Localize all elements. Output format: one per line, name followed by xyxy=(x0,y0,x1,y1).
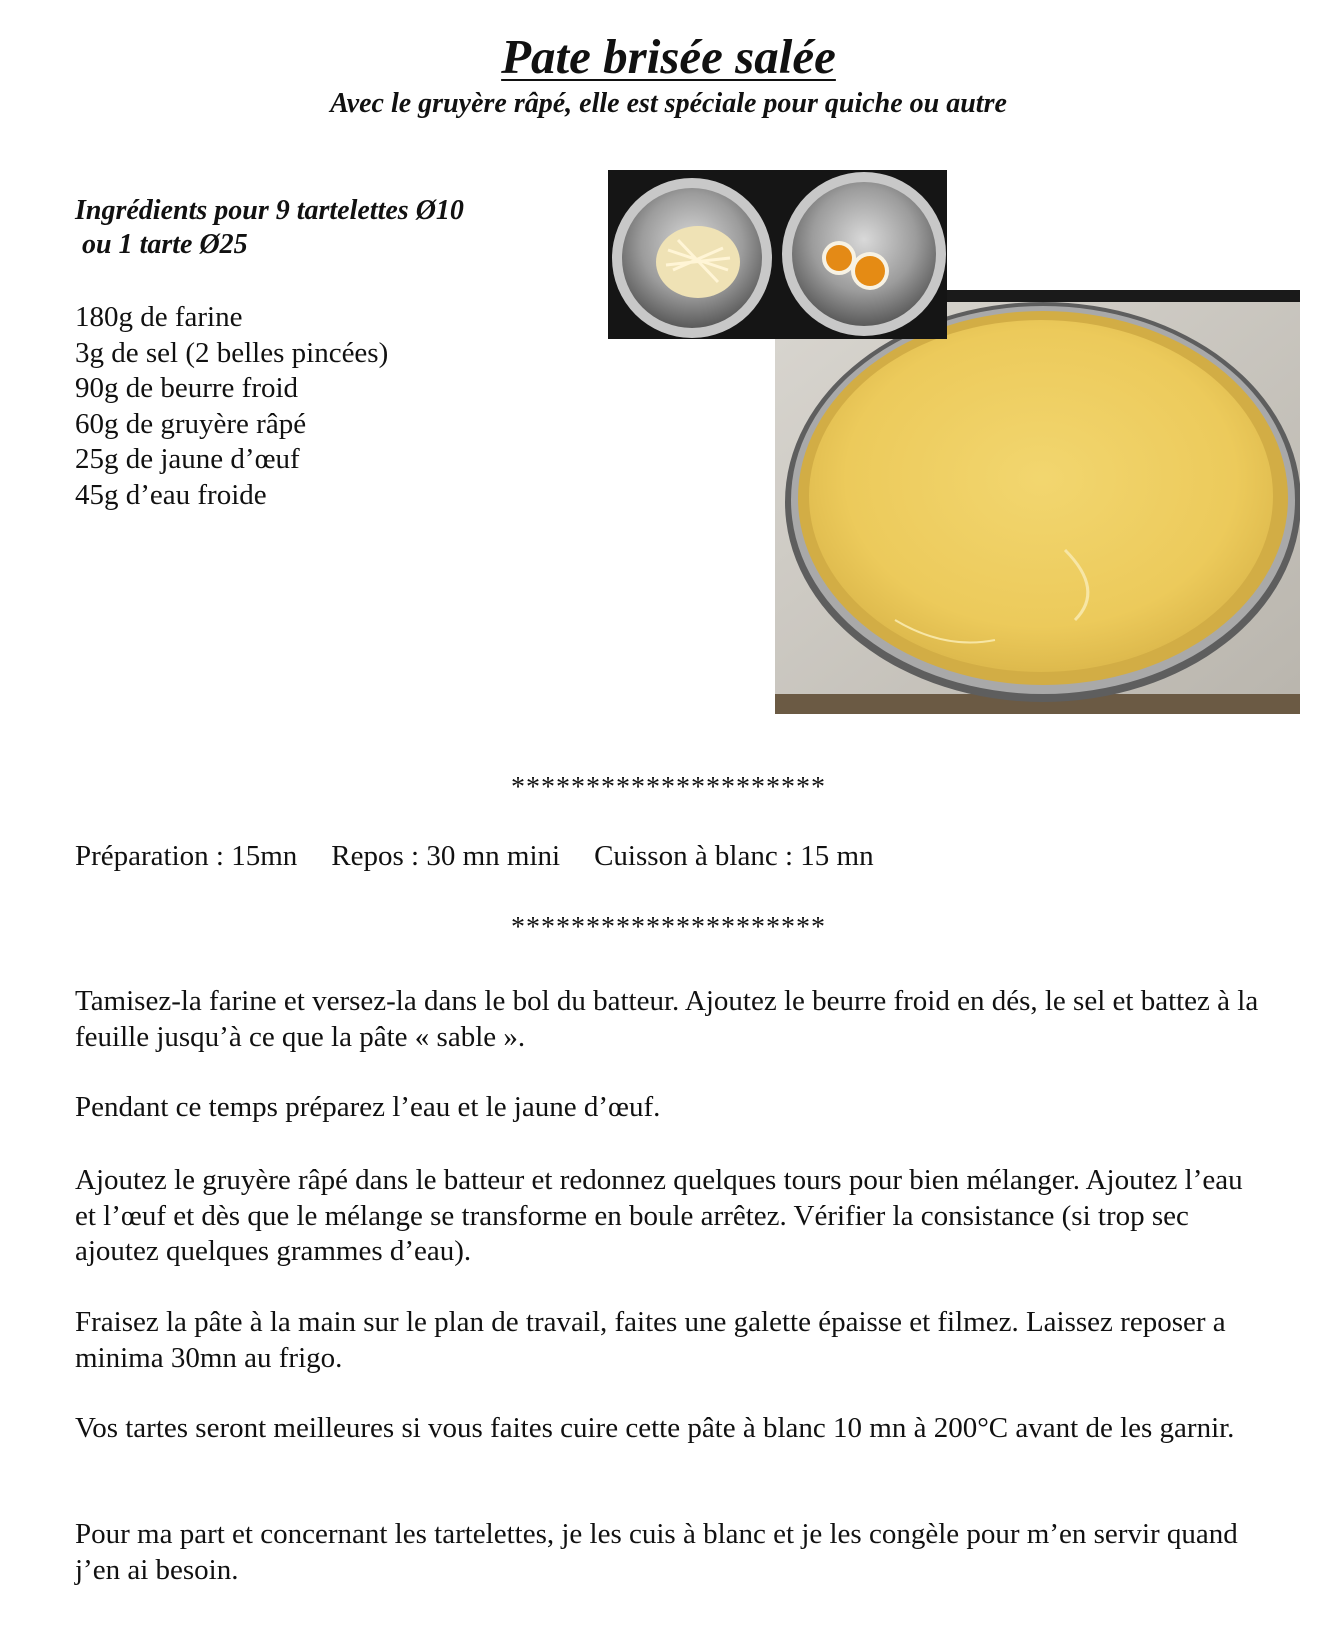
ingredient-item: 90g de beurre froid xyxy=(75,372,299,404)
bowls-illustration xyxy=(608,170,947,339)
page-title: Pate brisée salée xyxy=(501,29,836,84)
page-subtitle: Avec le gruyère râpé, elle est spéciale pour quiche ou autre xyxy=(330,88,1007,119)
baking-time: Cuisson à blanc : 15 mn xyxy=(594,840,874,872)
timing-info xyxy=(75,840,908,873)
ingredients-list xyxy=(75,300,388,513)
tart-crust-illustration xyxy=(775,290,1300,714)
ingredient-item: 3g de sel (2 belles pincées) xyxy=(75,336,389,369)
ingredients-bowls-photo xyxy=(608,170,947,339)
ingredient-item: 25g de jaune d’œuf xyxy=(75,443,300,475)
ingredient-item: 60g de gruyère râpé xyxy=(75,407,307,440)
ingredients-heading-line-1: Ingrédients pour 9 tartelettes Ø10 xyxy=(75,195,464,226)
ingredient-item: 45g d’eau froide xyxy=(75,478,267,511)
ingredient-item: 180g de farine xyxy=(75,301,243,333)
step-paragraph: Pendant ce temps préparez l’eau et le jaune d’œuf. xyxy=(75,1091,661,1123)
separator-stars: ********************* xyxy=(511,912,826,943)
rest-time: Repos : 30 mn mini xyxy=(331,840,561,872)
step-paragraph: Pour ma part et concernant les tartelettes, je les cuis à blanc et je les congèle pour m’en servir quand j’en ai besoin. xyxy=(75,1518,1238,1586)
preparation-time: Préparation : 15mn xyxy=(75,840,298,872)
step-paragraph: Fraisez la pâte à la main sur le plan de travail, faites une galette épaisse et filmez. Laissez reposer a minima 30mn au frigo. xyxy=(75,1306,1226,1374)
step-paragraph: Vos tartes seront meilleures si vous faites cuire cette pâte à blanc 10 mn à 200°C avant de les garnir. xyxy=(75,1412,1235,1444)
step-paragraph: Ajoutez le gruyère râpé dans le batteur et redonnez quelques tours pour bien mélanger. Ajoutez l’eau et l’œuf et dès que le mélange se transforme en boule arrêtez. Vérifier la consistance (si trop sec ajoutez quelques grammes d’eau). xyxy=(75,1164,1243,1267)
separator-stars: ********************* xyxy=(511,772,826,803)
ingredients-heading-line-2: ou 1 tarte Ø25 xyxy=(75,229,248,260)
ingredients-heading xyxy=(75,194,464,262)
step-paragraph: Tamisez-la farine et versez-la dans le bol du batteur. Ajoutez le beurre froid en dés, le sel et battez à la feuille jusqu’à ce que la pâte « sable ». xyxy=(75,985,1259,1053)
tart-crust-photo xyxy=(775,290,1300,714)
